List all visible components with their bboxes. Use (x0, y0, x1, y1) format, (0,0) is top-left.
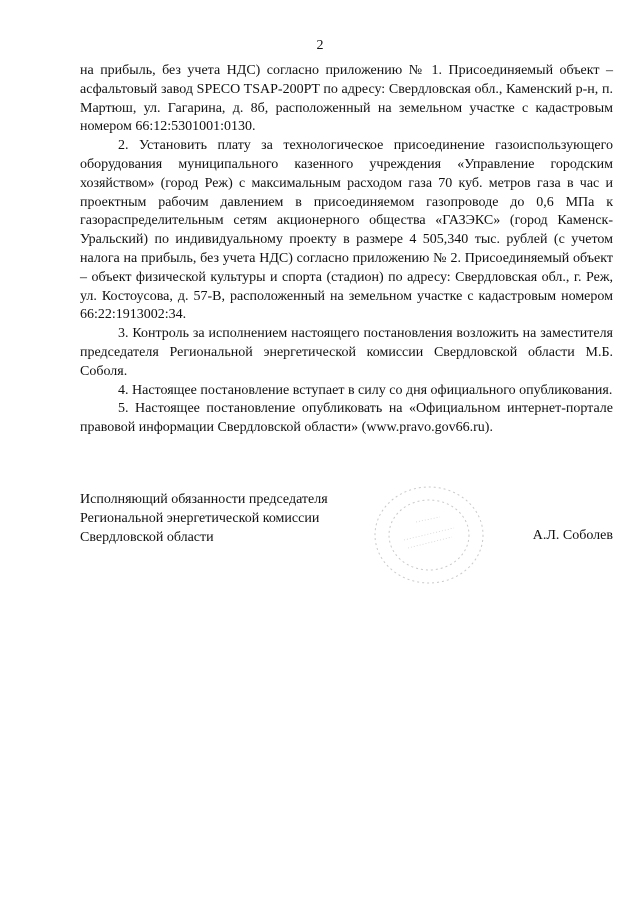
document-body (80, 62, 613, 438)
paragraph-5: 5. Настоящее постановление опубликовать на «Официальном интернет-портале правовой информации Свердловской области» (www.pravo.gov66.ru). (80, 401, 613, 436)
signature-block (80, 491, 328, 547)
paragraph-3: 3. Контроль за исполнением настоящего постановления возложить на заместителя председателя Региональной энергетической комиссии Свердловской области М.Б. Соболя. (80, 326, 613, 379)
page-number: 2 (316, 38, 324, 53)
signer-name: А.Л. Соболев (532, 528, 613, 543)
paragraph-continuation: на прибыль, без учета НДС) согласно приложению № 1. Присоединяемый объект – асфальтовый завод SPECO TSAP-200PT по адресу: Свердловская обл., Каменский р-н, п. Мартюш, ул. Гагарина, д. 8б, расположенный на земельном участке с кадастровым номером 66:12:5301001:0130. (80, 63, 613, 135)
faint-stamp-icon (370, 482, 488, 588)
paragraph-4: 4. Настоящее постановление вступает в силу со дня официального опубликования. (118, 382, 613, 398)
signer-title-line-1: Исполняющий обязанности председателя (80, 492, 328, 507)
signer-title-line-3: Свердловской области (80, 529, 214, 545)
signer-title-line-2: Региональной энергетической комиссии (80, 510, 320, 526)
paragraph-2: 2. Установить плату за технологическое присоединение газоиспользующего оборудования муниципального казенного учреждения «Управление городским хозяйством» (город Реж) с максимальным расходом газа 70 куб. метров газа в час и проектным рабочим давлением в присоединяемом газопроводе до 0,6 МПа к газораспределительным сетям акционерного общества «ГАЗЭКС» (город Каменск-Уральский) по индивидуальному проекту в размере 4 505,340 тыс. рублей (с учетом налога на прибыль, без учета НДС) согласно приложению № 2. Присоединяемый объект – объект физической культуры и спорта (стадион) по адресу: Свердловская обл., г. Реж, ул. Костоусова, д. 57-В, расположенный на земельном участке с кадастровым номером 66:22:1913002:34. (80, 138, 613, 323)
